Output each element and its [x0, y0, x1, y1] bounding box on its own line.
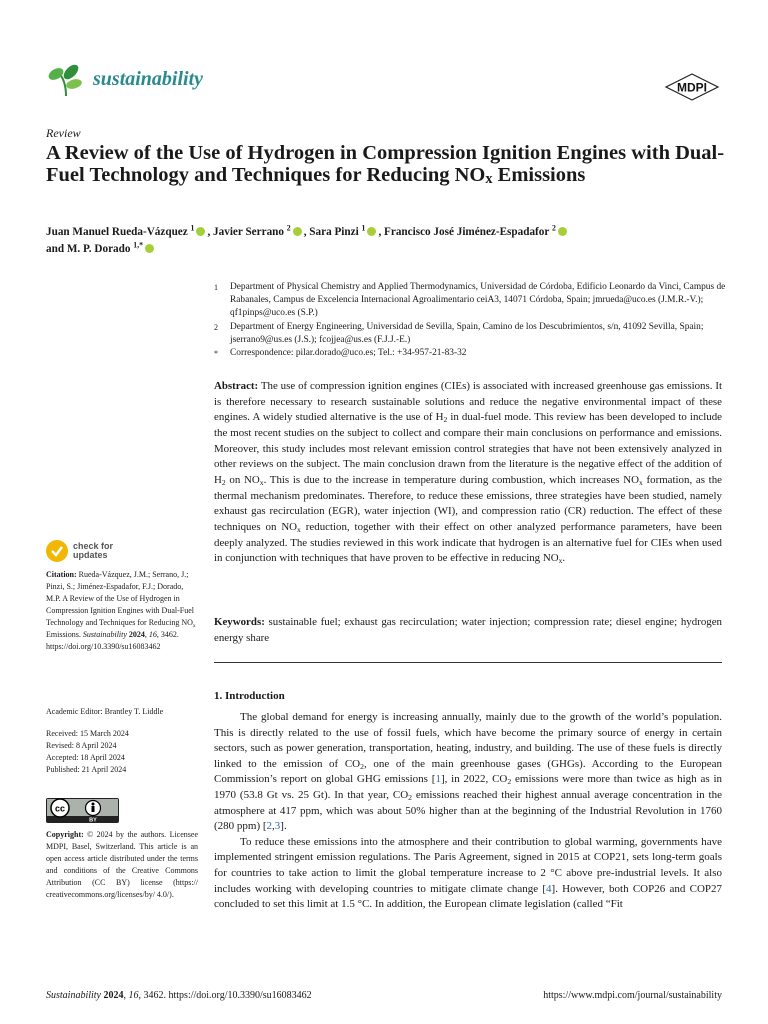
svg-text:cc: cc	[54, 803, 66, 814]
reference-link[interactable]: 2	[266, 820, 273, 833]
affiliation-item: 1 Department of Physical Chemistry and Applied Thermodynamics, Universidad de Córdoba, Edificio Leonardo da Vinci, Campus de Rabanales, Campus de Excelencia Internacional Agroalimentario ceiA3, 14071 Córdoba, Spain; jmrueda@uco.es (J.M.R.-V.); qf1pinps@uco.es (S.P.)	[214, 282, 726, 319]
abstract: Abstract: The use of compression ignition engines (CIEs) is associated with increased greenhouse gas emissions. It is therefore necessary to research sustainable solutions and reduce the negative environmental impact of these engines. A widely studied alternative is the use of $H_2$ in dual-fuel mode. This review has been developed to include the most recent studies on the subject to collect and compare their main conclusions on performance and emissions. Moreover, this study includes most relevant emission control strategies that have not been extensively analyzed in other reviews on the subject. The main conclusion drawn from the literature is the negative effect of the addition of $H_2$ on $NO_x$. This is due to the increase in temperature during combustion, which increases $NO_x$ formation, as the thermal mechanism predominates. Therefore, to reduce these emissions, three strategies have been studied, namely exhaust gas recirculation (EGR), water injection (WI), and compression ratio (CR) reduction. The effect of these techniques on $NO_x$ reduction, together with their effect on other analyzed performance parameters, have been deeply analyzed. The studies reviewed in this work indicate that hydrogen is an alternative fuel for CIEs when used in conjunction with techniques that have proven to be effective in reducing $NO_x$.	[214, 380, 722, 566]
affiliation-item: 2 Department of Energy Engineering, Universidad de Sevilla, Spain, Camino de los Descubrimientos, s/n, 41092 Sevilla, Spain; jserrano9@us.es (J.S.); fcojjea@us.es (F.J.J.-E.)	[214, 321, 704, 345]
correspondence: * Correspondence: pilar.dorado@uco.es; Tel.: +34-957-21-83-32	[214, 348, 467, 359]
section-divider	[214, 662, 722, 663]
page-footer	[46, 990, 722, 1001]
orcid-icon[interactable]	[145, 244, 154, 253]
author-name: M. P. Dorado	[66, 243, 131, 255]
orcid-icon[interactable]	[293, 227, 302, 236]
orcid-icon[interactable]	[196, 227, 205, 236]
footer-citation: Sustainability 2024, 16, 3462. https://doi.org/10.3390/su16083462	[46, 990, 312, 1001]
journal-url-link[interactable]: https://www.mdpi.com/journal/sustainability	[543, 990, 722, 1001]
article-type: Review	[46, 126, 81, 140]
keywords: Keywords: sustainable fuel; exhaust gas recirculation; water injection; compression rate; diesel engine; hydrogen energy share	[214, 616, 722, 644]
academic-editor: Academic Editor: Brantley T. Liddle	[46, 707, 164, 716]
check-updates-icon	[46, 540, 68, 562]
check-for-updates-button[interactable]: check for updates	[46, 540, 113, 562]
doi-link[interactable]: https://doi.org/10.3390/su16083462	[46, 642, 161, 651]
orcid-icon[interactable]	[558, 227, 567, 236]
author-name: Javier Serrano	[213, 226, 284, 238]
orcid-icon[interactable]	[367, 227, 376, 236]
reference-link[interactable]: 4	[546, 882, 552, 895]
copyright-notice: Copyright: © 2024 by the authors. Licensee MDPI, Basel, Switzerland. This article is an open access article distributed under the terms and conditions of the Creative Commons Attribution (CC BY) license (https:// creativecommons.org/licenses/by/ 4.0/).	[46, 830, 198, 899]
paragraph: The global demand for energy is increasing annually, mainly due to the growth of the world’s population. This is directly related to the use of fossil fuels, which have become the primary source of energy in certain sectors, such as power generation, transportation, heating, industry, and building. The use of these fuels is directly linked to the emission of $CO_2$, one of the main greenhouse gases (GHGs). According to the European Commission’s report on global GHG emissions [1], in 2022, $CO_2$ emissions were more than twice as high as in 1970 (53.8 Gt vs. 25 Gt). In that year, $CO_2$ emissions reached their highest annual average concentration in the atmosphere at 417 ppm, which was about 50% higher than at the beginning of the Industrial Revolution in 1760 (280 ppm) [2,3].	[214, 711, 723, 833]
journal-logo-icon	[46, 62, 86, 103]
reference-link[interactable]: 1	[435, 773, 441, 786]
citation-block: Citation: Rueda-Vázquez, J.M.; Serrano, J.; Pinzi, S.; Jiménez-Espadafor, F.J.; Dorado, M.P. A Review of the Use of Hydrogen in Compression Ignition Engines with Dual-Fuel Technology and Techniques for Reducing $NO_x$ Emissions. Sustainability 2024, 16, 3462. https://doi.org/10.3390/su16083462	[46, 570, 196, 651]
author-name: Juan Manuel Rueda-Vázquez	[46, 226, 188, 238]
svg-text:BY: BY	[89, 817, 97, 823]
reference-link[interactable]: 3	[274, 820, 281, 833]
author-name: Francisco José Jiménez-Espadafor	[384, 226, 550, 238]
section-heading: 1. Introduction	[214, 690, 285, 702]
author-name: Sara Pinzi	[309, 226, 359, 238]
introduction-body	[214, 710, 722, 913]
article-title: A Review of the Use of Hydrogen in Compression Ignition Engines with Dual-Fuel Technology and Techniques for Reducing $NO_x$ Emissions	[46, 142, 725, 187]
publisher-name: MDPI	[677, 80, 707, 95]
author-list: Juan Manuel Rueda-Vázquez $^1$ , Javier Serrano $^2$ , Sara Pinzi $^1$ , Francisco José Jiménez-Espadafor $^2$ and M. P. Dorado $^{1,*}$	[46, 224, 726, 258]
mdpi-logo	[664, 73, 720, 106]
affiliations	[214, 281, 726, 360]
cc-by-license-badge[interactable]	[46, 798, 119, 823]
paragraph: To reduce these emissions into the atmosphere and their contribution to global warming, governments have implemented stringent emission regulations. The Paris Agreement, signed in 2015 at COP21, sets long-term goals for countries to take action to limit the global temperature increase to 2 °C above pre-industrial levels. It also includes working with developing countries to mitigate climate change [4]. However, both COP26 and COP27 concluded to set this limit at 1.5 °C. In addition, the European climate legislation (called “Fit	[214, 835, 723, 911]
journal-name: sustainability	[93, 68, 204, 90]
publication-dates: Received: 15 March 2024 Revised: 8 April 2024 Accepted: 18 April 2024 Published: 21 April 2024	[46, 729, 129, 774]
